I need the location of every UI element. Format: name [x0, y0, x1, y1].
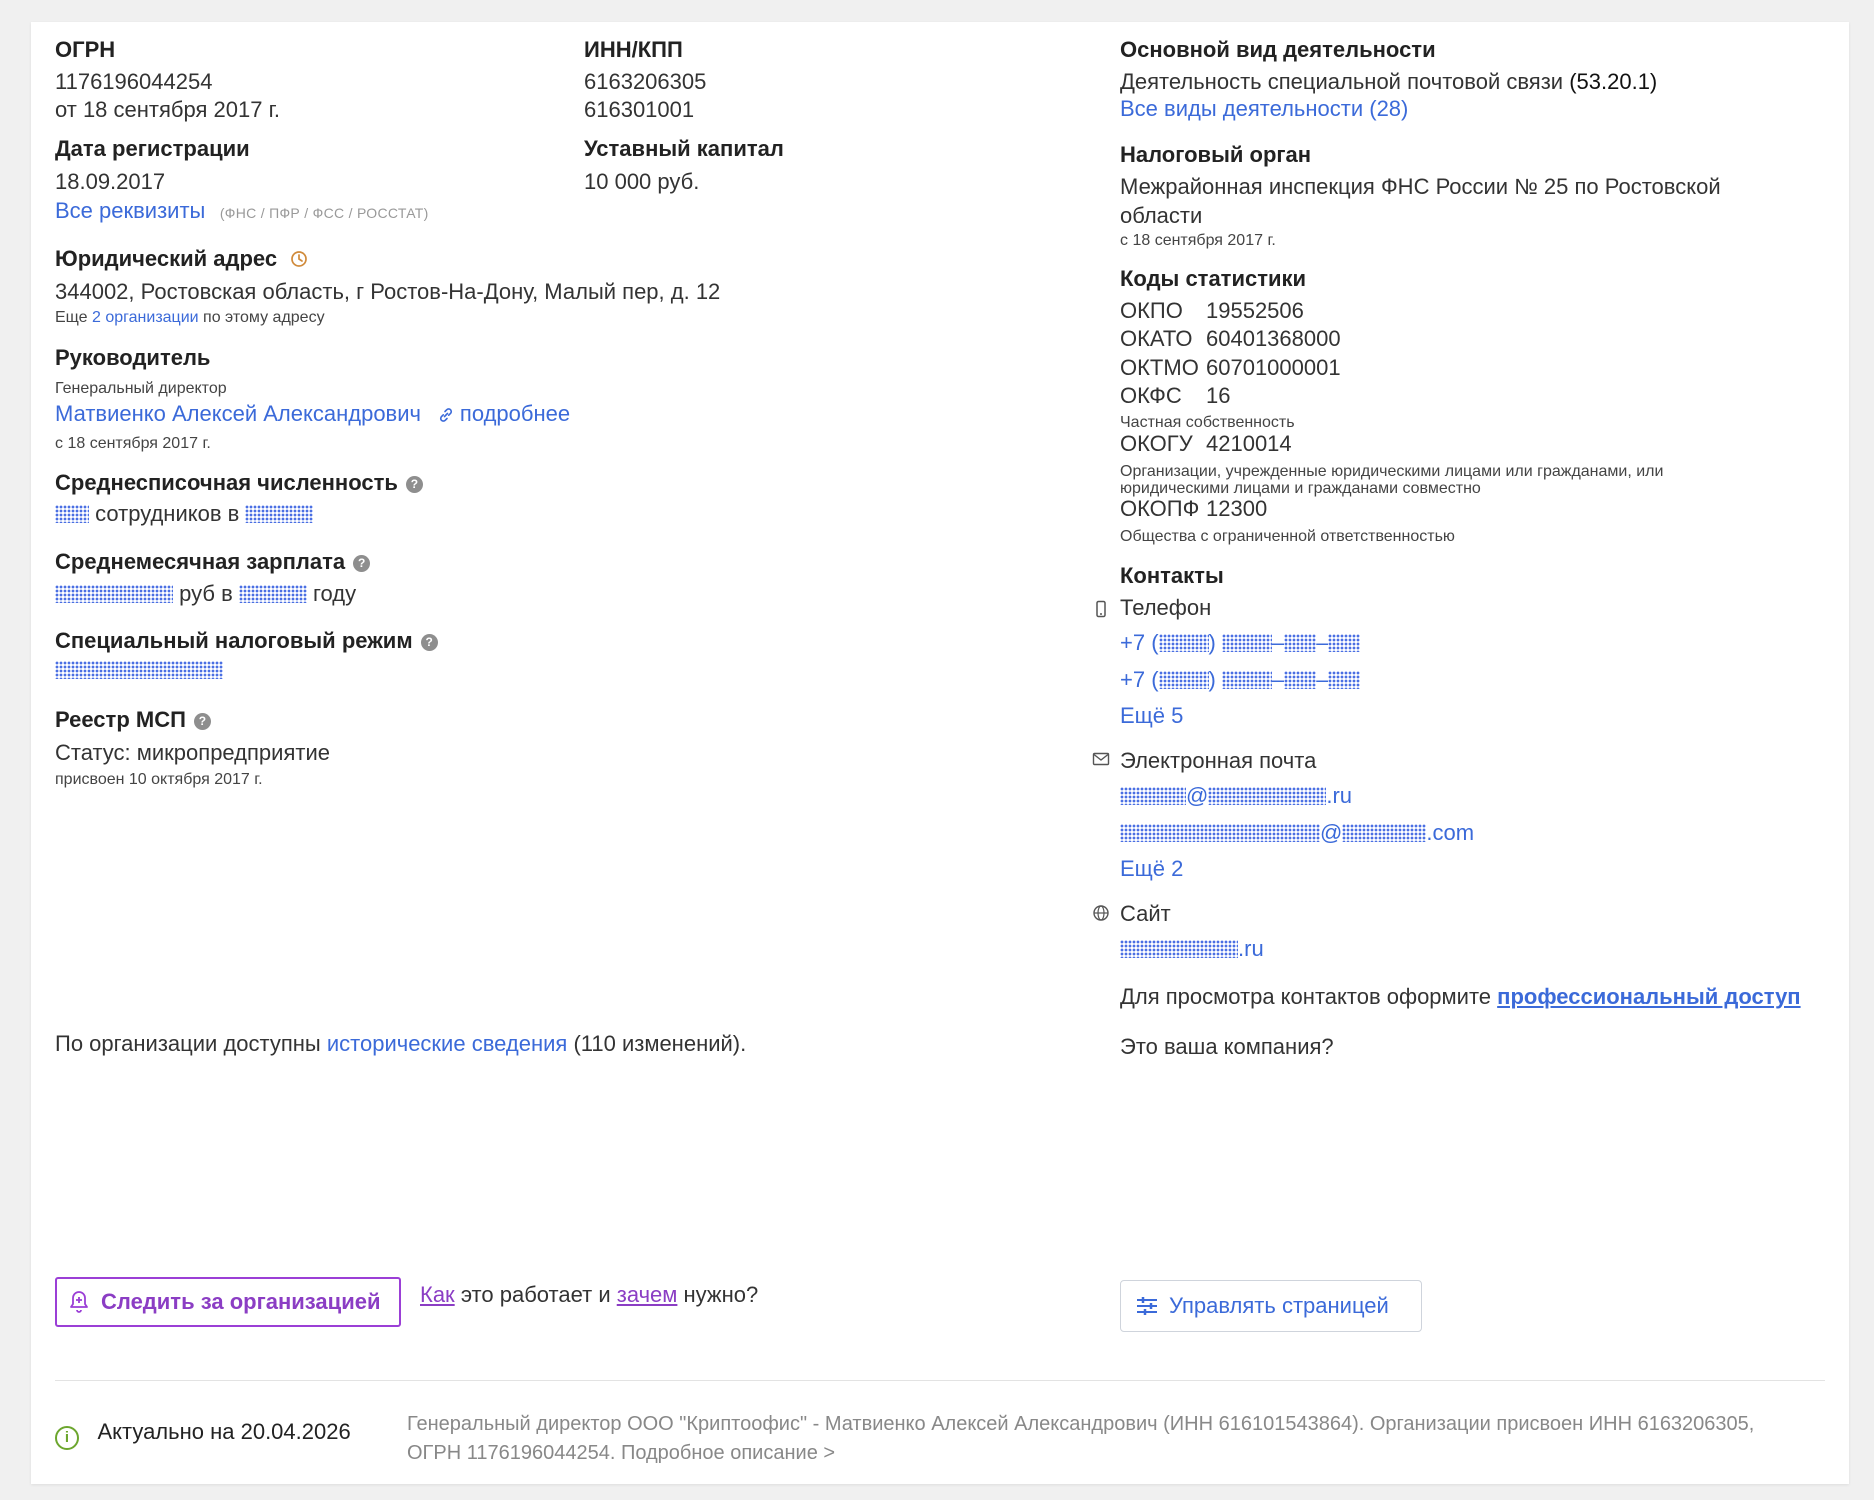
help-icon[interactable]: ? [353, 555, 370, 572]
address-more-prefix: Еще [55, 309, 88, 326]
msp-heading [55, 707, 211, 733]
stats-label: Коды статистики [1120, 266, 1307, 291]
masked-value [1328, 634, 1360, 652]
company-card [31, 22, 1849, 1484]
capital-label: Уставный капитал [584, 136, 784, 161]
head-since: с 18 сентября 2017 г. [55, 435, 211, 452]
inn-value: 6163206305 [584, 69, 707, 94]
email-at: @ [1186, 783, 1209, 808]
pro-access-row [1120, 984, 1801, 1010]
stat-key: ОКАТО [1120, 326, 1193, 351]
your-company-text: Это ваша компания? [1120, 1034, 1334, 1059]
globe-icon [1092, 904, 1110, 922]
masked-value [1342, 824, 1426, 842]
help-icon[interactable]: ? [421, 634, 438, 651]
inn-label: ИНН/КПП [584, 37, 683, 62]
masked-value [1159, 634, 1209, 652]
how-link[interactable]: Как [420, 1282, 455, 1307]
phone-more-link[interactable]: Ещё 5 [1120, 703, 1184, 728]
site-tld: .ru [1238, 936, 1264, 961]
address-orgs-link[interactable]: 2 организации [92, 309, 199, 326]
reg-date-value: 18.09.2017 [55, 169, 166, 194]
actual-date: Актуально на 20.04.2026 [97, 1419, 351, 1444]
follow-button[interactable] [55, 1277, 401, 1327]
masked-value [1284, 634, 1316, 652]
masked-value [239, 585, 307, 603]
stat-value: 19552506 [1206, 298, 1304, 323]
head-label: Руководитель [55, 345, 211, 370]
masked-value [1284, 671, 1316, 689]
manage-page-button[interactable] [1120, 1280, 1422, 1332]
footer-description [407, 1410, 1754, 1468]
pro-prefix: Для просмотра контактов оформите [1120, 984, 1492, 1009]
stat-okfs [1120, 383, 1230, 409]
site-link[interactable] [1120, 936, 1264, 962]
activity-value: Деятельность специальной почтовой связи [1120, 69, 1564, 94]
link-icon [437, 406, 455, 424]
history-suffix: (110 изменений). [573, 1031, 747, 1056]
stat-okpo [1120, 298, 1304, 324]
phone-prefix: +7 ( [1120, 630, 1159, 655]
footer-divider [55, 1380, 1825, 1381]
address-more-suffix: по этому адресу [203, 309, 325, 326]
manage-page-label: Управлять страницей [1169, 1293, 1389, 1318]
stat-okogu-desc2: юридическими лицами и гражданами совместно [1120, 480, 1481, 497]
headcount-label: Среднесписочная численность [55, 470, 398, 495]
masked-value [1328, 671, 1360, 689]
footer-desc-line1: Генеральный директор ООО "Криптоофис" - Матвиенко Алексей Александрович (ИНН 616101543864). Организации присвоен ИНН 6163206305, [407, 1413, 1755, 1435]
headcount-value [55, 501, 313, 527]
mail-icon [1092, 752, 1110, 766]
address-label: Юридический адрес [55, 246, 278, 271]
phone-dash: – [1316, 630, 1329, 655]
phone-dash: – [1271, 667, 1285, 692]
masked-value [55, 505, 89, 523]
salary-rub: руб в [179, 581, 233, 606]
why-link[interactable]: зачем [616, 1282, 678, 1307]
reg-date-label: Дата регистрации [55, 136, 250, 161]
info-icon: i [55, 1426, 79, 1450]
address-heading [55, 246, 308, 272]
history-row [55, 1031, 746, 1057]
bell-plus-icon [67, 1289, 91, 1315]
contacts-label: Контакты [1120, 563, 1224, 588]
masked-value [1120, 940, 1238, 958]
tax-office-label: Налоговый орган [1120, 142, 1312, 167]
headcount-text: сотрудников в [95, 501, 240, 526]
follow-help [420, 1282, 758, 1308]
tax-office-line1: Межрайонная инспекция ФНС России № 25 по Ростовской [1120, 174, 1721, 199]
tax-regime-heading [55, 628, 438, 654]
stat-key: ОКФС [1120, 383, 1182, 408]
masked-value [1159, 671, 1209, 689]
history-link[interactable]: исторические сведения [326, 1031, 568, 1056]
ogrn-label: ОГРН [55, 37, 116, 62]
email-more-link[interactable]: Ещё 2 [1120, 856, 1184, 881]
head-name-link[interactable]: Матвиенко Алексей Александрович [55, 401, 421, 426]
site-label: Сайт [1120, 901, 1171, 926]
email-label: Электронная почта [1120, 748, 1317, 773]
stat-okogu-desc1: Организации, учрежденные юридическими лицами или гражданами, или [1120, 463, 1664, 480]
msp-status: Статус: микропредприятие [55, 740, 330, 765]
tax-office-line2: области [1120, 203, 1203, 228]
phone-1[interactable] [1120, 630, 1360, 656]
activity-label: Основной вид деятельности [1120, 37, 1436, 62]
head-position: Генеральный директор [55, 380, 227, 397]
masked-value [1120, 787, 1186, 805]
stat-value: 60401368000 [1206, 326, 1341, 351]
email-2[interactable] [1120, 820, 1474, 846]
follow-help-end: нужно? [683, 1282, 759, 1307]
pro-access-link[interactable]: профессиональный доступ [1497, 984, 1801, 1009]
stat-okopf-desc: Общества с ограниченной ответственностью [1120, 528, 1455, 545]
ogrn-date: от 18 сентября 2017 г. [55, 97, 281, 122]
activity-code: (53.20.1) [1569, 69, 1658, 94]
clock-icon[interactable] [290, 250, 308, 268]
tax-office-since: с 18 сентября 2017 г. [1120, 232, 1276, 249]
requisites-row [55, 198, 429, 224]
help-icon[interactable]: ? [406, 476, 423, 493]
capital-value: 10 000 руб. [584, 169, 700, 194]
tax-regime-label: Специальный налоговый режим [55, 628, 413, 653]
headcount-heading [55, 470, 423, 496]
stat-value: 12300 [1206, 496, 1268, 521]
email-at: @ [1320, 820, 1343, 845]
stat-key: ОКОПФ [1120, 496, 1200, 521]
masked-value [1120, 824, 1320, 842]
phone-close: ) [1208, 667, 1216, 692]
phone-dash: – [1316, 667, 1329, 692]
email-tld: .ru [1326, 783, 1353, 808]
all-activities-link[interactable]: Все виды деятельности (28) [1120, 96, 1409, 121]
history-prefix: По организации доступны [55, 1031, 321, 1056]
phone-label: Телефон [1120, 595, 1212, 620]
stat-value: 4210014 [1206, 431, 1292, 456]
footer-desc-link[interactable]: ОГРН 1176196044254. Подробное описание > [407, 1442, 836, 1464]
msp-label: Реестр МСП [55, 707, 186, 732]
masked-value [1208, 787, 1326, 805]
salary-year: году [313, 581, 357, 606]
kpp-value: 616301001 [584, 97, 695, 122]
stat-okopf [1120, 496, 1267, 522]
address-more [55, 309, 325, 327]
phone-prefix: +7 ( [1120, 667, 1159, 692]
follow-help-mid: это работает и [460, 1282, 611, 1307]
salary-heading [55, 549, 370, 575]
email-1[interactable] [1120, 783, 1352, 809]
stat-okato [1120, 326, 1341, 352]
stat-value: 60701000001 [1206, 355, 1341, 380]
tax-regime-value [55, 661, 223, 682]
stat-key: ОКПО [1120, 298, 1183, 323]
phone-close: ) [1208, 630, 1216, 655]
masked-value [245, 505, 313, 523]
stat-key: ОКТМО [1120, 355, 1199, 380]
phone-dash: – [1271, 630, 1285, 655]
activity-value-row [1120, 69, 1657, 95]
sliders-icon [1135, 1296, 1159, 1316]
masked-value [55, 661, 223, 679]
salary-value [55, 581, 356, 607]
head-row [55, 401, 570, 427]
ogrn-value: 1176196044254 [55, 69, 213, 94]
actual-row [55, 1419, 351, 1450]
masked-value [1222, 671, 1272, 689]
salary-label: Среднемесячная зарплата [55, 549, 346, 574]
stat-okogu [1120, 431, 1292, 457]
all-requisites-link[interactable]: Все реквизиты [55, 198, 206, 223]
stat-oktmo [1120, 355, 1341, 381]
phone-2[interactable] [1120, 667, 1360, 693]
help-icon[interactable]: ? [194, 713, 211, 730]
stat-key: ОКОГУ [1120, 431, 1193, 456]
masked-value [1222, 634, 1272, 652]
masked-value [55, 585, 173, 603]
head-details-link[interactable]: подробнее [459, 401, 571, 426]
stat-value: 16 [1206, 383, 1231, 408]
msp-assigned: присвоен 10 октября 2017 г. [55, 771, 263, 788]
requisites-sources: (ФНС / ПФР / ФСС / РОССТАТ) [219, 205, 429, 221]
follow-button-label: Следить за организацией [101, 1289, 381, 1314]
stat-okfs-desc: Частная собственность [1120, 414, 1295, 431]
address-value: 344002, Ростовская область, г Ростов-На-Дону, Малый пер, д. 12 [55, 279, 721, 304]
email-tld: .com [1426, 820, 1475, 845]
phone-icon [1094, 600, 1108, 618]
